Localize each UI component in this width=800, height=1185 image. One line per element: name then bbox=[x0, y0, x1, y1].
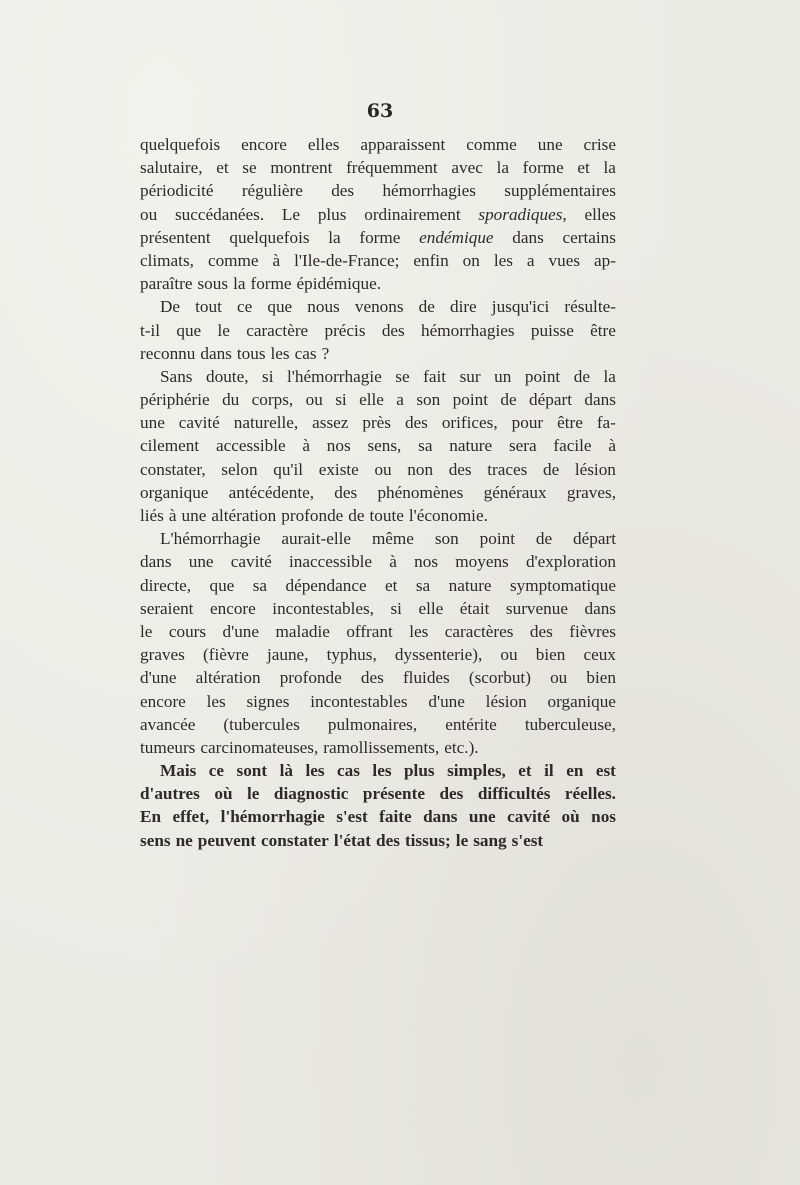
text-line: climats, comme à l'Ile-de-France; enfin on les a vues ap- bbox=[140, 250, 616, 270]
text-line: dans une cavité inaccessible à nos moyens d'exploration bbox=[140, 552, 616, 572]
text-line: quelquefois encore elles apparaissent comme une crise bbox=[140, 135, 616, 154]
paragraph bbox=[140, 365, 616, 527]
text-line: présentent quelquefois la forme endémique dans certains bbox=[140, 227, 616, 247]
text-line: En effet, l'hémorrhagie s'est faite dans une cavité où nos bbox=[140, 807, 616, 827]
text-line: d'autres où le diagnostic présente des difficultés réelles. bbox=[140, 784, 616, 804]
text-line: paraître sous la forme épidémique. bbox=[140, 274, 381, 294]
text-line: Sans doute, si l'hémorrhagie se fait sur un point de la bbox=[160, 366, 616, 386]
text-line: graves (fièvre jaune, typhus, dyssenterie), ou bien ceux bbox=[140, 645, 616, 665]
body-text bbox=[140, 133, 616, 852]
paragraph bbox=[140, 133, 616, 295]
text-line: constater, selon qu'il existe ou non des traces de lésion bbox=[140, 459, 616, 479]
text-line: reconnu dans tous les cas ? bbox=[140, 343, 330, 363]
text-line: sens ne peuvent constater l'état des tissus; le sang s'est bbox=[140, 830, 544, 850]
paragraph bbox=[140, 759, 616, 852]
text-line: le cours d'une maladie offrant les caractères des fièvres bbox=[140, 621, 616, 641]
text-line: seraient encore incontestables, si elle était survenue dans bbox=[140, 598, 616, 618]
text-line: organique antécédente, des phénomènes généraux graves, bbox=[140, 482, 616, 502]
text-line: avancée (tubercules pulmonaires, entérite tuberculeuse, bbox=[140, 714, 616, 734]
text-line: périodicité régulière des hémorrhagies supplémentaires bbox=[140, 181, 616, 201]
paragraph bbox=[140, 295, 616, 365]
text-line: L'hémorrhagie aurait-elle même son point de départ bbox=[160, 529, 616, 549]
text-line: salutaire, et se montrent fréquemment avec la forme et la bbox=[140, 158, 616, 178]
text-line: De tout ce que nous venons de dire jusqu'ici résulte- bbox=[160, 297, 616, 317]
page-number: 63 bbox=[366, 100, 394, 122]
text-line: t-il que le caractère précis des hémorrhagies puisse être bbox=[140, 320, 616, 340]
text-line: tumeurs carcinomateuses, ramollissements, etc.). bbox=[140, 737, 479, 757]
text-line: d'une altération profonde des fluides (scorbut) ou bien bbox=[140, 668, 616, 688]
text-line: cilement accessible à nos sens, sa nature sera facile à bbox=[140, 436, 616, 456]
paragraph bbox=[140, 527, 616, 759]
text-line: liés à une altération profonde de toute l'économie. bbox=[140, 506, 488, 525]
text-line: une cavité naturelle, assez près des orifices, pour être fa- bbox=[140, 413, 616, 433]
text-line: directe, que sa dépendance et sa nature symptomatique bbox=[140, 575, 616, 595]
text-line: ou succédanées. Le plus ordinairement sporadiques, elles bbox=[140, 204, 616, 224]
text-line: périphérie du corps, ou si elle a son point de départ dans bbox=[140, 390, 616, 410]
text-line: Mais ce sont là les cas les plus simples, et il en est bbox=[160, 761, 616, 781]
text-line: encore les signes incontestables d'une lésion organique bbox=[140, 691, 616, 711]
